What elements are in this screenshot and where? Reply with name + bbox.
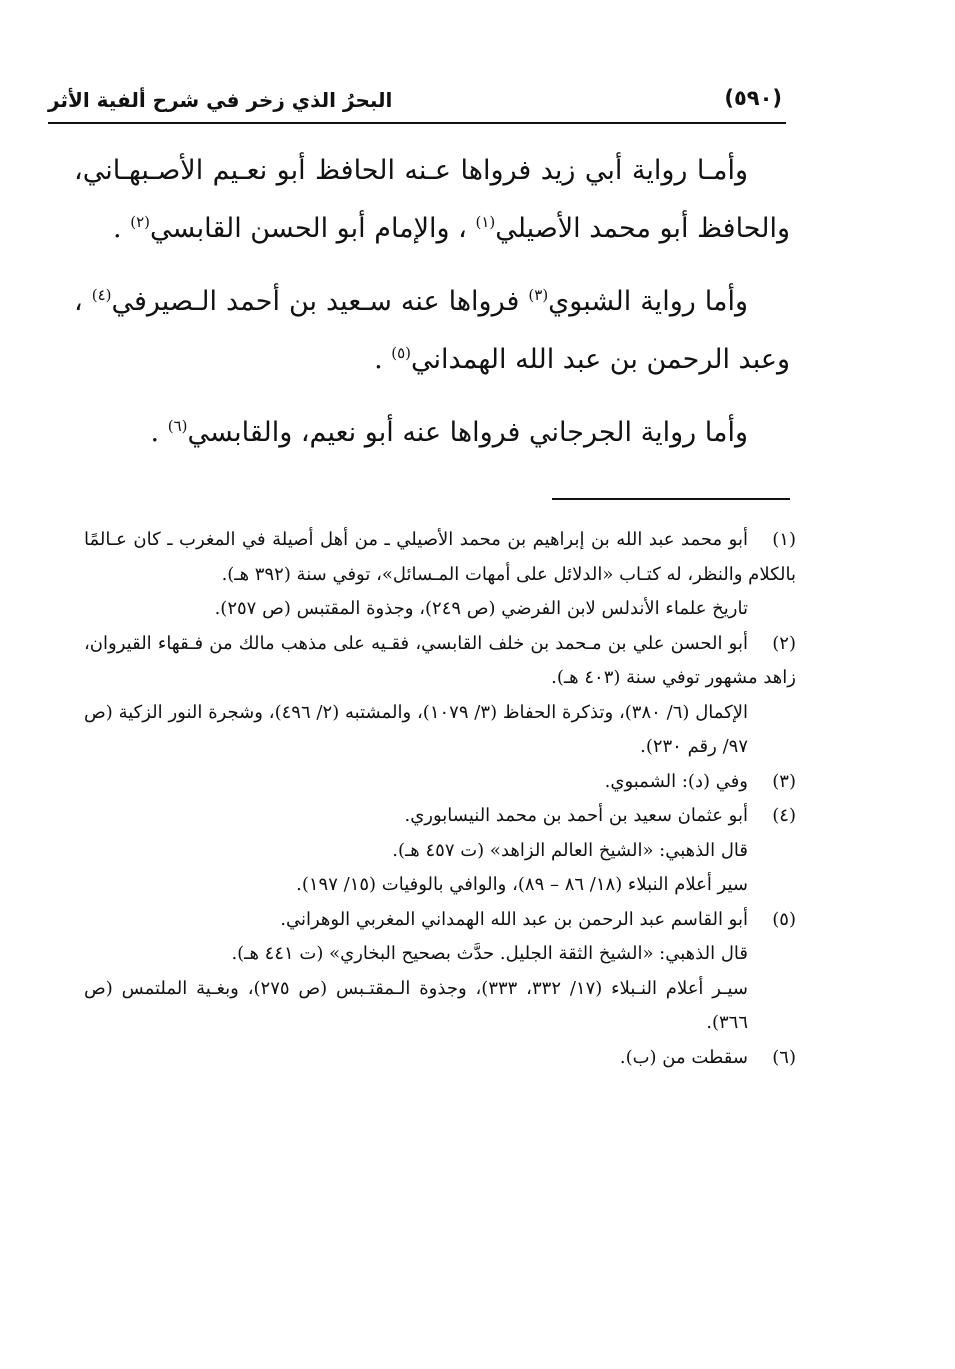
footnote-1-source: تاريخ علماء الأندلس لابن الفرضي (ص ٢٤٩)، وجذوة المقتبس (ص ٢٥٧). [214,598,748,619]
paragraph-2: وأما رواية الشبوي$^{(٣)}$ فرواها عنه سـعيد بن أحمد الـصيرفي$^{(٤)}$ ، وعبد الرحمن بن عبد الله الهمداني$^{(٥)}$ . [74,286,790,375]
footnote-separator [552,498,790,500]
footnote-5-quote: قال الذهبي: «الشيخ الثقة الجليل. حدَّث بصحيح البخاري» (ت ٤٤١ هـ). [231,943,748,964]
footnote-1: (١)أبو محمد عبد الله بن إبراهيم بن محمد الأصيلي ـ من أهل أصيلة في المغرب ـ كان عـالمًا بالكلام والنظر، له كتـاب «الدلائل على أمهات المـسائل»، توفي سنة (٣٩٢ هـ). [84,523,796,592]
footnote-number: (١) [772,529,796,550]
footnote-4: (٤)أبو عثمان سعيد بن أحمد بن محمد النيسابوري. [84,799,796,834]
footnote-ref-2[interactable]: (٢) [130,213,150,231]
footnotes [84,523,796,1075]
footnote-2: (٢)أبو الحسن علي بن مـحمد بن خلف القابسي، فقـيه على مذهب مالك من فـقهاء القيروان، زاهد مشهور توفي سنة (٤٠٣ هـ). [84,627,796,696]
footnote-ref-6[interactable]: (٦) [167,417,188,435]
footnote-4-source: سير أعلام النبلاء (١٨/ ٨٦ – ٨٩)، والوافي بالوفيات (١٥/ ١٩٧). [296,874,748,895]
running-header [48,82,786,124]
paragraph-3: وأما رواية الجرجاني فرواها عنه أبو نعيم، والقابسي$^{(٦)}$ . [150,417,748,448]
footnote-number: (٥) [772,908,796,930]
footnote-number: (٣) [772,770,796,792]
footnote-ref-4[interactable]: (٤) [91,286,112,304]
footnote-5: (٥)أبو القاسم عبد الرحمن بن عبد الله الهمداني المغربي الوهراني. [84,903,796,938]
footnote-number: (٦) [772,1046,796,1068]
footnote-ref-1[interactable]: (١) [475,213,496,231]
footnote-number: (٤) [772,805,796,826]
footnote-4-quote: قال الذهبي: «الشيخ العالم الزاهد» (ت ٤٥٧ هـ). [392,839,748,861]
footnote-3: (٣)وفي (د): الشمبوي. [84,765,796,800]
running-title: البحرُ الذي زخر في شرح ألفية الأثر [48,88,393,112]
footnote-ref-3[interactable]: (٣) [528,286,549,304]
page-number: (٥٩٠) [724,86,782,110]
footnote-6: (٦)سقطت من (ب). [84,1041,796,1076]
footnote-number: (٢) [772,632,796,654]
footnote-ref-5[interactable]: (٥) [391,344,412,362]
paragraph-1: وأمـا رواية أبي زيد فرواها عـنه الحافظ أبو نعـيم الأصـبهـاني، والحافظ أبو محمد الأصيلي$^{(١)}$ ، والإمام أبو الحسن القابسي$^{(٢)}$ . [74,155,790,244]
footnote-2-source: الإكمال (٦/ ٣٨٠)، وتذكرة الحفاظ (٣/ ١٠٧٩)، والمشتبه (٢/ ٤٩٦)، وشجرة النور الزكية (ص ٩٧/ رقم ٢٣٠). [84,701,748,757]
footnote-5-source: سيـر أعلام النـبلاء (١٧/ ٣٣٢، ٣٣٣)، وجذوة الـمقتـبس (ص ٢٧٥)، وبغـية الملتمس (ص ٣٦٦). [84,977,748,1033]
main-text [74,142,790,477]
